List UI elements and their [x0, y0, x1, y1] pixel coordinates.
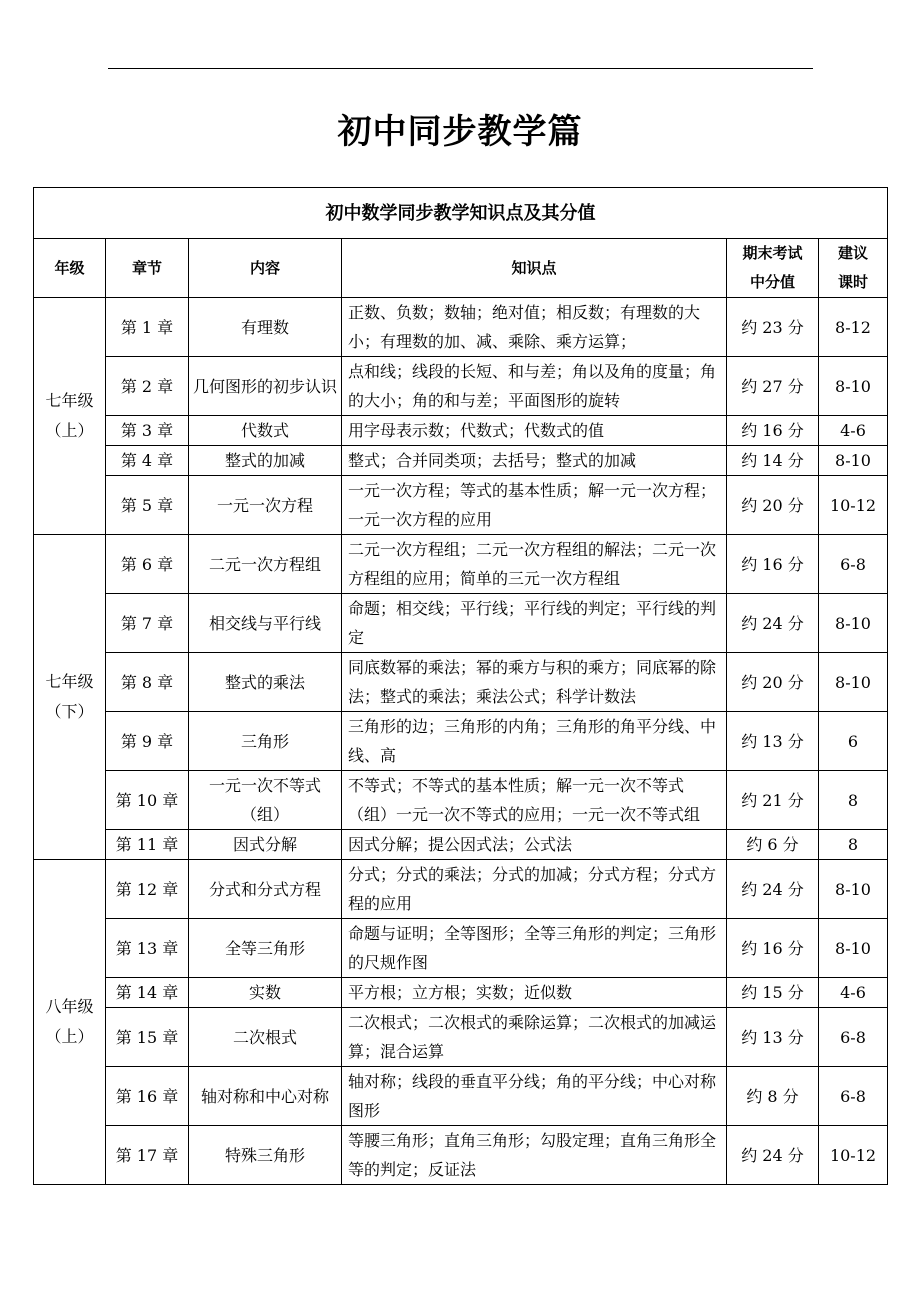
table-row — [34, 1067, 888, 1126]
score-cell: 约 24 分 — [727, 1126, 819, 1185]
content-cell: 几何图形的初步认识 — [189, 357, 342, 416]
table-row — [34, 830, 888, 860]
header-score-line1: 期末考试 — [742, 244, 803, 262]
hours-cell: 8-12 — [819, 298, 888, 357]
score-cell: 约 20 分 — [727, 476, 819, 535]
chapter-cell: 第 12 章 — [106, 860, 189, 919]
knowledge-cell: 命题与证明；全等图形；全等三角形的判定；三角形的尺规作图 — [342, 919, 727, 978]
header-grade: 年级 — [34, 239, 106, 298]
content-cell: 一元一次不等式（组） — [189, 771, 342, 830]
hours-cell: 8 — [819, 771, 888, 830]
content-cell: 二次根式 — [189, 1008, 342, 1067]
table-row — [34, 357, 888, 416]
knowledge-cell: 分式；分式的乘法；分式的加减；分式方程；分式方程的应用 — [342, 860, 727, 919]
hours-cell: 8-10 — [819, 919, 888, 978]
score-cell: 约 13 分 — [727, 712, 819, 771]
knowledge-cell: 正数、负数；数轴；绝对值；相反数；有理数的大小；有理数的加、减、乘除、乘方运算； — [342, 298, 727, 357]
hours-cell: 6-8 — [819, 1067, 888, 1126]
chapter-cell: 第 3 章 — [106, 416, 189, 446]
hours-cell: 8 — [819, 830, 888, 860]
table-row — [34, 476, 888, 535]
knowledge-cell: 轴对称；线段的垂直平分线；角的平分线；中心对称图形 — [342, 1067, 727, 1126]
header-row — [34, 239, 888, 298]
table-row — [34, 535, 888, 594]
hours-cell: 4-6 — [819, 978, 888, 1008]
knowledge-cell: 用字母表示数；代数式；代数式的值 — [342, 416, 727, 446]
top-rule — [108, 68, 813, 69]
content-cell: 相交线与平行线 — [189, 594, 342, 653]
header-hours-line1: 建议 — [837, 244, 868, 262]
chapter-cell: 第 15 章 — [106, 1008, 189, 1067]
score-cell: 约 16 分 — [727, 416, 819, 446]
grade-label: 八年级 — [45, 997, 94, 1016]
header-content: 内容 — [189, 239, 342, 298]
chapter-cell: 第 16 章 — [106, 1067, 189, 1126]
chapter-cell: 第 17 章 — [106, 1126, 189, 1185]
table-title-row — [34, 188, 888, 239]
chapter-cell: 第 10 章 — [106, 771, 189, 830]
page-title: 初中同步教学篇 — [337, 112, 583, 152]
content-cell: 整式的乘法 — [189, 653, 342, 712]
score-cell: 约 8 分 — [727, 1067, 819, 1126]
knowledge-cell: 同底数幂的乘法；幂的乘方与积的乘方；同底幂的除法；整式的乘法；乘法公式；科学计数法 — [342, 653, 727, 712]
score-cell: 约 21 分 — [727, 771, 819, 830]
hours-cell: 8-10 — [819, 653, 888, 712]
grade-term: （上） — [45, 1027, 94, 1046]
table-row — [34, 416, 888, 446]
hours-cell: 8-10 — [819, 860, 888, 919]
grade-label: 七年级 — [45, 672, 94, 691]
header-score — [727, 239, 819, 298]
table-row — [34, 1126, 888, 1185]
content-cell: 一元一次方程 — [189, 476, 342, 535]
chapter-cell: 第 14 章 — [106, 978, 189, 1008]
score-cell: 约 20 分 — [727, 653, 819, 712]
knowledge-points-table — [33, 187, 888, 1185]
score-cell: 约 27 分 — [727, 357, 819, 416]
knowledge-cell: 平方根；立方根；实数；近似数 — [342, 978, 727, 1008]
chapter-cell: 第 9 章 — [106, 712, 189, 771]
knowledge-cell: 等腰三角形；直角三角形；勾股定理；直角三角形全等的判定；反证法 — [342, 1126, 727, 1185]
table-row — [34, 978, 888, 1008]
chapter-cell: 第 5 章 — [106, 476, 189, 535]
header-score-line2: 中分值 — [749, 273, 795, 291]
content-cell: 整式的加减 — [189, 446, 342, 476]
content-cell: 特殊三角形 — [189, 1126, 342, 1185]
chapter-cell: 第 13 章 — [106, 919, 189, 978]
content-cell: 轴对称和中心对称 — [189, 1067, 342, 1126]
content-cell: 因式分解 — [189, 830, 342, 860]
score-cell: 约 13 分 — [727, 1008, 819, 1067]
grade-term: （上） — [45, 421, 94, 440]
hours-cell: 8-10 — [819, 357, 888, 416]
grade-cell — [34, 535, 106, 860]
hours-cell: 8-10 — [819, 594, 888, 653]
hours-cell: 10-12 — [819, 1126, 888, 1185]
content-cell: 有理数 — [189, 298, 342, 357]
knowledge-cell: 点和线；线段的长短、和与差；角以及角的度量；角的大小；角的和与差；平面图形的旋转 — [342, 357, 727, 416]
hours-cell: 8-10 — [819, 446, 888, 476]
chapter-cell: 第 1 章 — [106, 298, 189, 357]
table-row — [34, 594, 888, 653]
score-cell: 约 16 分 — [727, 919, 819, 978]
chapter-cell: 第 11 章 — [106, 830, 189, 860]
score-cell: 约 14 分 — [727, 446, 819, 476]
content-cell: 二元一次方程组 — [189, 535, 342, 594]
grade-term: （下） — [45, 702, 94, 721]
knowledge-cell: 不等式；不等式的基本性质；解一元一次不等式（组）一元一次不等式的应用；一元一次不等式组 — [342, 771, 727, 830]
score-cell: 约 24 分 — [727, 594, 819, 653]
table-row — [34, 712, 888, 771]
chapter-cell: 第 2 章 — [106, 357, 189, 416]
table-row — [34, 919, 888, 978]
content-cell: 全等三角形 — [189, 919, 342, 978]
hours-cell: 10-12 — [819, 476, 888, 535]
hours-cell: 6 — [819, 712, 888, 771]
table-row — [34, 1008, 888, 1067]
knowledge-cell: 因式分解；提公因式法；公式法 — [342, 830, 727, 860]
hours-cell: 6-8 — [819, 535, 888, 594]
score-cell: 约 24 分 — [727, 860, 819, 919]
table-row — [34, 860, 888, 919]
table-title: 初中数学同步教学知识点及其分值 — [34, 188, 888, 239]
chapter-cell: 第 4 章 — [106, 446, 189, 476]
knowledge-cell: 整式；合并同类项；去括号；整式的加减 — [342, 446, 727, 476]
knowledge-cell: 三角形的边；三角形的内角；三角形的角平分线、中线、高 — [342, 712, 727, 771]
hours-cell: 6-8 — [819, 1008, 888, 1067]
score-cell: 约 6 分 — [727, 830, 819, 860]
content-cell: 三角形 — [189, 712, 342, 771]
chapter-cell: 第 6 章 — [106, 535, 189, 594]
chapter-cell: 第 7 章 — [106, 594, 189, 653]
header-chapter: 章节 — [106, 239, 189, 298]
header-hours — [819, 239, 888, 298]
grade-cell — [34, 298, 106, 535]
header-knowledge: 知识点 — [342, 239, 727, 298]
hours-cell: 4-6 — [819, 416, 888, 446]
knowledge-cell: 一元一次方程；等式的基本性质；解一元一次方程；一元一次方程的应用 — [342, 476, 727, 535]
knowledge-cell: 命题；相交线；平行线；平行线的判定；平行线的判定 — [342, 594, 727, 653]
score-cell: 约 15 分 — [727, 978, 819, 1008]
knowledge-cell: 二元一次方程组；二元一次方程组的解法；二元一次方程组的应用；简单的三元一次方程组 — [342, 535, 727, 594]
grade-cell — [34, 860, 106, 1185]
table-row — [34, 653, 888, 712]
content-cell: 代数式 — [189, 416, 342, 446]
table-row — [34, 298, 888, 357]
grade-label: 七年级 — [45, 391, 94, 410]
content-cell: 实数 — [189, 978, 342, 1008]
score-cell: 约 23 分 — [727, 298, 819, 357]
header-hours-line2: 课时 — [837, 273, 868, 291]
knowledge-cell: 二次根式；二次根式的乘除运算；二次根式的加减运算；混合运算 — [342, 1008, 727, 1067]
chapter-cell: 第 8 章 — [106, 653, 189, 712]
table-row — [34, 446, 888, 476]
score-cell: 约 16 分 — [727, 535, 819, 594]
table-row — [34, 771, 888, 830]
content-cell: 分式和分式方程 — [189, 860, 342, 919]
